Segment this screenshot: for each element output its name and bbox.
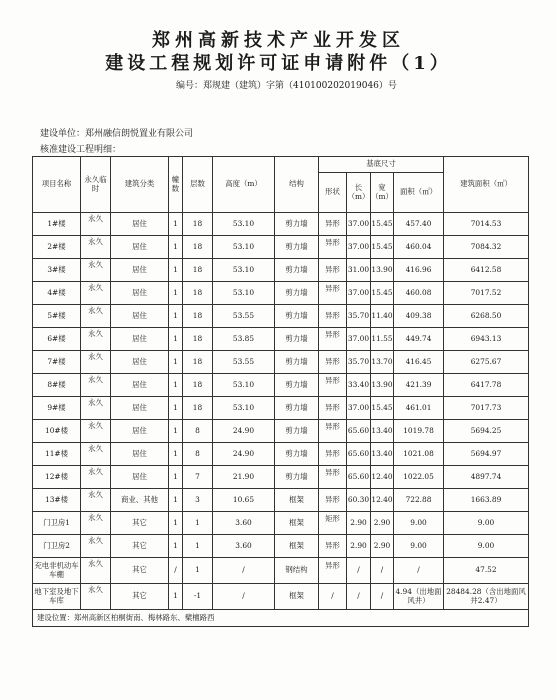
floors-cell: 1 — [183, 558, 213, 584]
permanence-label: 永久 — [88, 421, 103, 430]
structure-cell: 剪力墙 — [275, 328, 319, 351]
gfa-cell: 6412.58 — [444, 259, 529, 282]
shape-label: 异形 — [325, 448, 340, 458]
shape-label: 异形 — [325, 421, 340, 431]
gfa-cell: 7017.73 — [444, 397, 529, 420]
permanence-label: 永久 — [88, 444, 103, 453]
count-cell: 1 — [169, 259, 183, 282]
count-cell: 1 — [169, 397, 183, 420]
project-name-cell: 1#楼 — [33, 213, 81, 236]
floors-cell: 18 — [183, 351, 213, 374]
shape-label: 异形 — [325, 283, 340, 293]
count-cell: 1 — [169, 351, 183, 374]
building-location: 建设位置：郑州高新区柏桐街南、梅林路东、檗檀路西 — [33, 610, 529, 627]
count-cell: 1 — [169, 489, 183, 512]
area-cell: 421.39 — [394, 374, 444, 397]
shape-cell — [319, 397, 347, 420]
category-cell: 居住 — [111, 236, 169, 259]
shape-cell — [319, 259, 347, 282]
category-cell: 居住 — [111, 259, 169, 282]
height-cell: 24.90 — [213, 420, 275, 443]
width-cell: 2.90 — [371, 512, 394, 535]
count-cell: 1 — [169, 374, 183, 397]
shape-label: 异形 — [325, 237, 340, 247]
shape-label: 异形 — [325, 467, 340, 477]
permanence-cell — [81, 558, 111, 584]
permanence-label: 永久 — [88, 398, 103, 407]
height-cell: 53.55 — [213, 305, 275, 328]
width-cell: / — [371, 558, 394, 584]
project-name-cell: 地下室及地下车库 — [33, 584, 81, 610]
category-cell: 居住 — [111, 466, 169, 489]
width-cell: 15.45 — [371, 282, 394, 305]
height-cell: / — [213, 584, 275, 610]
floors-cell: 3 — [183, 489, 213, 512]
count-cell: 1 — [169, 443, 183, 466]
permanence-label: 永久 — [88, 513, 103, 522]
length-cell: 35.70 — [347, 351, 371, 374]
structure-cell: 剪力墙 — [275, 213, 319, 236]
project-name-cell: 门卫房2 — [33, 535, 81, 558]
table-row — [33, 443, 529, 466]
table-row — [33, 535, 529, 558]
count-cell: 1 — [169, 305, 183, 328]
project-name-cell: 6#楼 — [33, 328, 81, 351]
gfa-cell: 6268.50 — [444, 305, 529, 328]
table-row — [33, 213, 529, 236]
shape-cell — [319, 489, 347, 512]
permanence-cell — [81, 305, 111, 328]
area-cell: 9.00 — [394, 535, 444, 558]
permanence-label: 永久 — [88, 352, 103, 361]
category-cell: 居住 — [111, 328, 169, 351]
length-cell: 60.30 — [347, 489, 371, 512]
width-cell: 13.40 — [371, 443, 394, 466]
area-cell: 460.08 — [394, 282, 444, 305]
structure-cell: 剪力墙 — [275, 282, 319, 305]
table-row — [33, 512, 529, 535]
floors-cell: 18 — [183, 282, 213, 305]
permanence-label: 永久 — [88, 490, 103, 499]
gfa-cell: 7017.52 — [444, 282, 529, 305]
length-cell: 65.60 — [347, 443, 371, 466]
permanence-cell — [81, 282, 111, 305]
count-cell: 1 — [169, 213, 183, 236]
table-row — [33, 489, 529, 512]
length-cell: 37.00 — [347, 213, 371, 236]
width-cell: 12.40 — [371, 466, 394, 489]
shape-label: 异形 — [325, 561, 340, 571]
area-cell: 416.45 — [394, 351, 444, 374]
category-cell: 商业、其他 — [111, 489, 169, 512]
length-cell: 2.90 — [347, 512, 371, 535]
floors-cell: 18 — [183, 374, 213, 397]
permanence-cell — [81, 512, 111, 535]
permanence-cell — [81, 584, 111, 610]
project-name-cell: 13#楼 — [33, 489, 81, 512]
structure-cell: 剪力墙 — [275, 466, 319, 489]
project-name-cell: 5#楼 — [33, 305, 81, 328]
permanence-cell — [81, 443, 111, 466]
category-cell: 居住 — [111, 351, 169, 374]
table-row — [33, 305, 529, 328]
width-cell: / — [371, 584, 394, 610]
shape-cell — [319, 374, 347, 397]
gfa-cell: 1663.89 — [444, 489, 529, 512]
width-cell: 11.55 — [371, 328, 394, 351]
structure-cell: 剪力墙 — [275, 397, 319, 420]
document-title-line1: 郑州高新技术产业开发区 — [152, 30, 405, 51]
col-header-area: 面积（㎡） — [394, 173, 444, 213]
applicant-unit: 建设单位：郑州融信朗悦置业有限公司 — [40, 129, 194, 139]
document-number: 编号：郑规建（建筑）字第（410100202019046）号 — [176, 81, 397, 91]
project-name-cell: 8#楼 — [33, 374, 81, 397]
structure-cell: 框架 — [275, 535, 319, 558]
shape-cell — [319, 213, 347, 236]
shape-label: 异形 — [325, 540, 340, 550]
permanence-cell — [81, 489, 111, 512]
floors-cell: 8 — [183, 420, 213, 443]
structure-cell: 剪力墙 — [275, 259, 319, 282]
table-row — [33, 584, 529, 610]
width-cell: 2.90 — [371, 535, 394, 558]
shape-label: 异形 — [325, 218, 340, 228]
permanence-cell — [81, 466, 111, 489]
area-cell: 4.94（出地面风井） — [394, 584, 444, 610]
gfa-cell: 9.00 — [444, 512, 529, 535]
shape-cell — [319, 512, 347, 535]
floors-cell: 1 — [183, 535, 213, 558]
project-name-cell: 2#楼 — [33, 236, 81, 259]
table-row — [33, 259, 529, 282]
category-cell: 其它 — [111, 535, 169, 558]
floors-cell: 18 — [183, 236, 213, 259]
area-cell: 409.38 — [394, 305, 444, 328]
permanence-label: 永久 — [88, 306, 103, 315]
permanence-cell — [81, 397, 111, 420]
height-cell: 53.10 — [213, 236, 275, 259]
area-cell: / — [394, 558, 444, 584]
permanence-label: 永久 — [88, 214, 103, 223]
height-cell: 53.85 — [213, 328, 275, 351]
permanence-cell — [81, 374, 111, 397]
floors-cell: 18 — [183, 259, 213, 282]
area-cell: 457.40 — [394, 213, 444, 236]
project-name-cell: 11#楼 — [33, 443, 81, 466]
structure-cell: 框架 — [275, 584, 319, 610]
height-cell: 53.10 — [213, 282, 275, 305]
col-header-floors: 层数 — [183, 157, 213, 213]
length-cell: 37.00 — [347, 328, 371, 351]
shape-label: 异形 — [325, 356, 340, 366]
category-cell: 居住 — [111, 213, 169, 236]
category-cell: 其它 — [111, 558, 169, 584]
category-cell: 居住 — [111, 397, 169, 420]
category-cell: 居住 — [111, 282, 169, 305]
shape-cell — [319, 236, 347, 259]
floors-cell: -1 — [183, 584, 213, 610]
count-cell: 1 — [169, 282, 183, 305]
col-header-length: 长（m） — [347, 173, 371, 213]
gfa-cell: 7084.32 — [444, 236, 529, 259]
category-cell: 居住 — [111, 374, 169, 397]
table-row — [33, 351, 529, 374]
length-cell: / — [347, 584, 371, 610]
table-row — [33, 466, 529, 489]
gfa-cell: 7014.53 — [444, 213, 529, 236]
width-cell: 13.90 — [371, 259, 394, 282]
gfa-cell: 5694.97 — [444, 443, 529, 466]
floors-cell: 18 — [183, 397, 213, 420]
height-cell: 53.55 — [213, 351, 275, 374]
shape-label: 异形 — [325, 329, 340, 339]
structure-cell: 剪力墙 — [275, 420, 319, 443]
table-header-row — [33, 157, 529, 173]
table-row — [33, 328, 529, 351]
area-cell: 449.74 — [394, 328, 444, 351]
permanence-label: 永久 — [88, 585, 103, 594]
height-cell: 3.60 — [213, 535, 275, 558]
length-cell: 37.00 — [347, 236, 371, 259]
shape-cell — [319, 558, 347, 584]
floors-cell: 18 — [183, 328, 213, 351]
structure-cell: 剪力墙 — [275, 374, 319, 397]
width-cell: 13.90 — [371, 374, 394, 397]
length-cell: 33.40 — [347, 374, 371, 397]
structure-cell: 剪力墙 — [275, 351, 319, 374]
area-cell: 1019.78 — [394, 420, 444, 443]
project-name-cell: 7#楼 — [33, 351, 81, 374]
shape-label: / — [331, 591, 334, 601]
count-cell: 1 — [169, 420, 183, 443]
shape-label: 异形 — [325, 375, 340, 385]
gfa-cell: 6417.78 — [444, 374, 529, 397]
structure-cell: 框架 — [275, 512, 319, 535]
height-cell: / — [213, 558, 275, 584]
shape-cell — [319, 328, 347, 351]
table-row — [33, 236, 529, 259]
project-name-cell: 充电非机动车车棚 — [33, 558, 81, 584]
col-header-category: 建筑分类 — [111, 157, 169, 213]
category-cell: 其它 — [111, 584, 169, 610]
col-header-width: 宽（m） — [371, 173, 394, 213]
structure-cell: 剪力墙 — [275, 236, 319, 259]
height-cell: 53.10 — [213, 213, 275, 236]
col-header-height: 高度（m） — [213, 157, 275, 213]
floors-cell: 18 — [183, 305, 213, 328]
document-title-line2: 建设工程规划许可证申请附件（1） — [105, 53, 452, 74]
structure-cell: 剪力墙 — [275, 305, 319, 328]
col-header-gfa: 建筑面积（㎡） — [444, 157, 529, 213]
table-row — [33, 374, 529, 397]
length-cell: 31.00 — [347, 259, 371, 282]
height-cell: 53.10 — [213, 374, 275, 397]
project-name-cell: 3#楼 — [33, 259, 81, 282]
width-cell: 13.70 — [371, 351, 394, 374]
height-cell: 3.60 — [213, 512, 275, 535]
width-cell: 12.40 — [371, 489, 394, 512]
category-cell: 居住 — [111, 443, 169, 466]
shape-label: 异形 — [325, 402, 340, 412]
shape-cell — [319, 305, 347, 328]
length-cell: 65.60 — [347, 466, 371, 489]
shape-cell — [319, 282, 347, 305]
permanence-cell — [81, 236, 111, 259]
length-cell: 65.60 — [347, 420, 371, 443]
permanence-cell — [81, 535, 111, 558]
height-cell: 10.65 — [213, 489, 275, 512]
permanence-label: 永久 — [88, 283, 103, 292]
project-name-cell: 9#楼 — [33, 397, 81, 420]
count-cell: 1 — [169, 535, 183, 558]
width-cell: 15.45 — [371, 236, 394, 259]
height-cell: 21.90 — [213, 466, 275, 489]
count-cell: 1 — [169, 584, 183, 610]
shape-cell — [319, 420, 347, 443]
permanence-cell — [81, 213, 111, 236]
category-cell: 居住 — [111, 305, 169, 328]
category-cell: 居住 — [111, 420, 169, 443]
count-cell: 1 — [169, 466, 183, 489]
project-name-cell: 10#楼 — [33, 420, 81, 443]
category-cell: 其它 — [111, 512, 169, 535]
col-header-shape: 形状 — [319, 173, 347, 213]
count-cell: 1 — [169, 328, 183, 351]
length-cell: 37.00 — [347, 282, 371, 305]
area-cell: 722.88 — [394, 489, 444, 512]
shape-cell — [319, 466, 347, 489]
gfa-cell: 5694.25 — [444, 420, 529, 443]
shape-label: 异形 — [325, 310, 340, 320]
approved-details-label: 核准建设工程明细： — [40, 145, 122, 155]
table-row — [33, 420, 529, 443]
width-cell: 13.40 — [371, 420, 394, 443]
length-cell: / — [347, 558, 371, 584]
gfa-cell: 6275.67 — [444, 351, 529, 374]
col-header-permanence: 永久临时 — [81, 157, 111, 213]
permanence-label: 永久 — [88, 467, 103, 476]
col-header-foundation: 基底尺寸 — [319, 157, 444, 173]
location-row — [33, 610, 529, 627]
permanence-label: 永久 — [88, 329, 103, 338]
area-cell: 1021.08 — [394, 443, 444, 466]
permanence-cell — [81, 351, 111, 374]
shape-cell — [319, 443, 347, 466]
area-cell: 460.04 — [394, 236, 444, 259]
col-header-count: 幢数 — [169, 157, 183, 213]
gfa-cell: 28484.28（含出地面风井2.47） — [444, 584, 529, 610]
length-cell: 2.90 — [347, 535, 371, 558]
table-row — [33, 282, 529, 305]
area-cell: 9.00 — [394, 512, 444, 535]
col-header-structure: 结构 — [275, 157, 319, 213]
shape-label: 异形 — [325, 264, 340, 274]
floors-cell: 7 — [183, 466, 213, 489]
count-cell: 1 — [169, 236, 183, 259]
shape-cell — [319, 535, 347, 558]
height-cell: 53.10 — [213, 397, 275, 420]
length-cell: 37.00 — [347, 397, 371, 420]
floors-cell: 18 — [183, 213, 213, 236]
width-cell: 15.45 — [371, 397, 394, 420]
count-cell: / — [169, 558, 183, 584]
structure-cell: 钢结构 — [275, 558, 319, 584]
floors-cell: 1 — [183, 512, 213, 535]
project-name-cell: 门卫房1 — [33, 512, 81, 535]
permanence-label: 永久 — [88, 260, 103, 269]
area-cell: 461.01 — [394, 397, 444, 420]
shape-label: 矩形 — [325, 513, 340, 523]
length-cell: 35.70 — [347, 305, 371, 328]
width-cell: 15.45 — [371, 213, 394, 236]
gfa-cell: 9.00 — [444, 535, 529, 558]
height-cell: 24.90 — [213, 443, 275, 466]
height-cell: 53.10 — [213, 259, 275, 282]
permanence-label: 永久 — [88, 375, 103, 384]
table-row — [33, 397, 529, 420]
floors-cell: 8 — [183, 443, 213, 466]
structure-cell: 剪力墙 — [275, 443, 319, 466]
col-header-project: 项目名称 — [33, 157, 81, 213]
permanence-label: 永久 — [88, 536, 103, 545]
gfa-cell: 47.52 — [444, 558, 529, 584]
shape-cell — [319, 584, 347, 610]
permanence-cell — [81, 259, 111, 282]
permanence-cell — [81, 420, 111, 443]
project-name-cell: 12#楼 — [33, 466, 81, 489]
table-row — [33, 558, 529, 584]
shape-label: 异形 — [325, 494, 340, 504]
count-cell: 1 — [169, 512, 183, 535]
table-body — [33, 213, 529, 610]
structure-cell: 框架 — [275, 489, 319, 512]
project-details-table — [32, 156, 529, 627]
project-name-cell: 4#楼 — [33, 282, 81, 305]
permanence-cell — [81, 328, 111, 351]
area-cell: 416.96 — [394, 259, 444, 282]
width-cell: 11.40 — [371, 305, 394, 328]
area-cell: 1022.05 — [394, 466, 444, 489]
permanence-label: 永久 — [88, 237, 103, 246]
gfa-cell: 6943.13 — [444, 328, 529, 351]
permanence-label: 永久 — [88, 559, 103, 568]
shape-cell — [319, 351, 347, 374]
gfa-cell: 4897.74 — [444, 466, 529, 489]
